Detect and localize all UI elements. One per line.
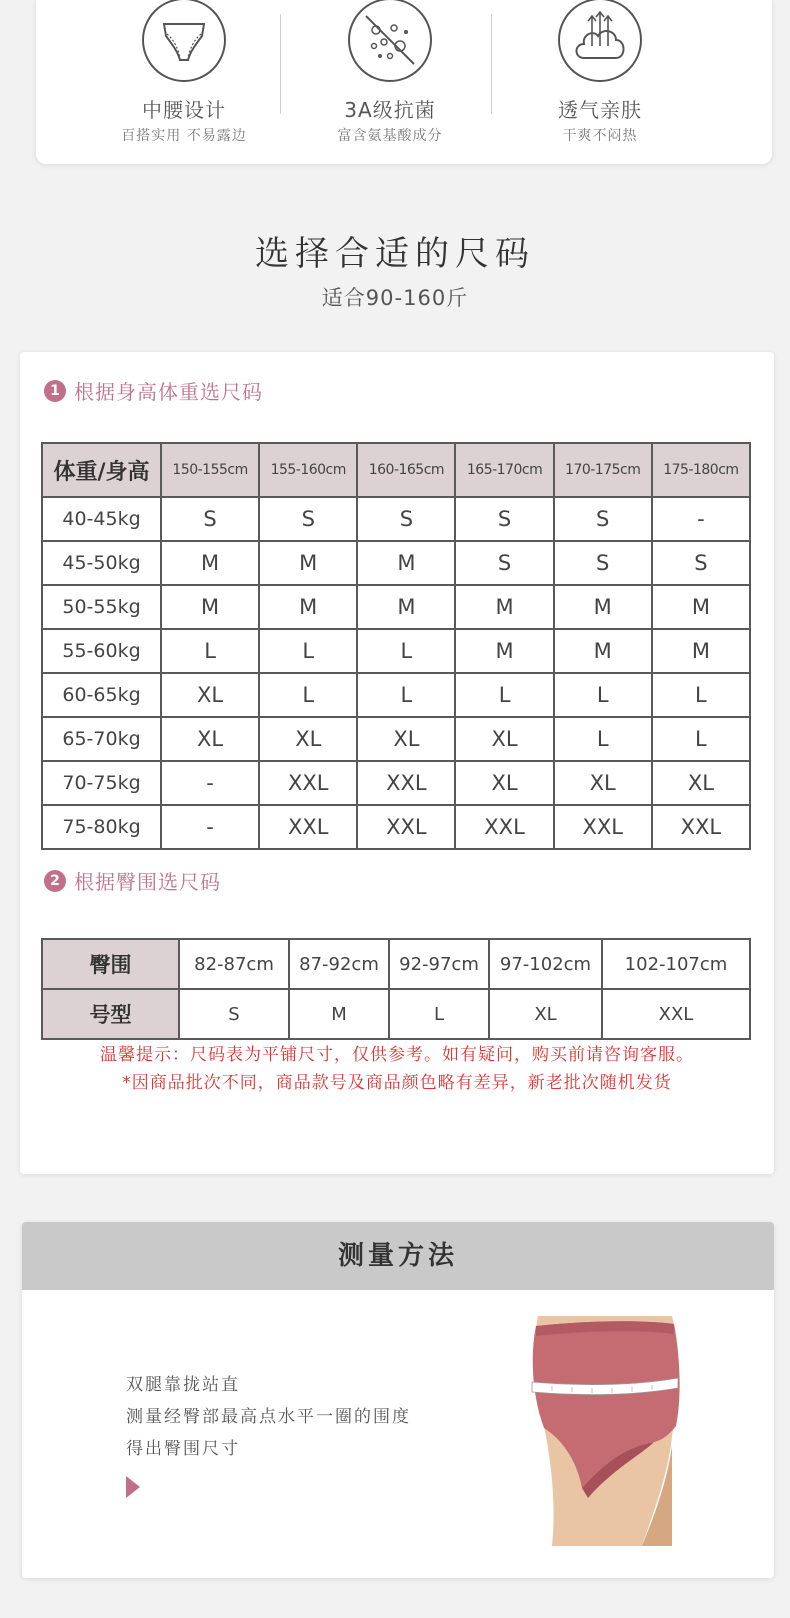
table-row xyxy=(42,541,750,585)
briefs-icon xyxy=(142,0,226,82)
size-cell: XL xyxy=(357,717,455,761)
table-row xyxy=(42,939,750,989)
table-row xyxy=(42,497,750,541)
size-cell: M xyxy=(161,585,259,629)
size-cell: M xyxy=(455,585,553,629)
table-row xyxy=(42,805,750,849)
step-2-heading xyxy=(44,866,221,895)
hip-cell: 82-87cm xyxy=(179,939,289,989)
size-row-header: 号型 xyxy=(42,989,179,1039)
measurement-title: 测量方法 xyxy=(22,1222,774,1290)
height-header: 170-175cm xyxy=(554,443,652,497)
step-title: 根据身高体重选尺码 xyxy=(74,380,263,404)
weight-cell: 45-50kg xyxy=(42,541,161,585)
size-cell: S xyxy=(652,541,750,585)
size-cell: M xyxy=(357,541,455,585)
height-header: 175-180cm xyxy=(652,443,750,497)
step-number: 1 xyxy=(44,380,66,402)
hip-measurement-illustration xyxy=(522,1316,722,1550)
size-cell: M xyxy=(259,541,357,585)
step-title: 根据臀围选尺码 xyxy=(74,870,221,894)
size-cell: S xyxy=(554,541,652,585)
hip-size-table xyxy=(41,938,751,1040)
feature-title: 3A级抗菌 xyxy=(344,98,436,122)
height-header: 150-155cm xyxy=(161,443,259,497)
feature-mid-waist xyxy=(84,0,284,145)
size-cell: XL xyxy=(455,717,553,761)
weight-cell: 70-75kg xyxy=(42,761,161,805)
size-cell: S xyxy=(554,497,652,541)
size-cell: XL xyxy=(652,761,750,805)
divider xyxy=(280,14,281,114)
size-cell: XXL xyxy=(455,805,553,849)
size-cell: L xyxy=(652,673,750,717)
size-cell: M xyxy=(259,585,357,629)
hip-cell: 102-107cm xyxy=(602,939,750,989)
size-cell: M xyxy=(357,585,455,629)
hip-cell: 97-102cm xyxy=(489,939,602,989)
size-cell: XXL xyxy=(259,761,357,805)
weight-cell: 65-70kg xyxy=(42,717,161,761)
size-cell: M xyxy=(554,629,652,673)
table-header-row xyxy=(42,443,750,497)
feature-subtitle: 干爽不闷热 xyxy=(562,128,638,144)
table-row xyxy=(42,989,750,1039)
size-cell: L xyxy=(554,673,652,717)
height-header: 155-160cm xyxy=(259,443,357,497)
size-cell: M xyxy=(161,541,259,585)
size-cell: L xyxy=(259,673,357,717)
feature-subtitle: 富含氨基酸成分 xyxy=(337,128,443,144)
height-weight-size-table xyxy=(41,442,751,850)
size-cell: S xyxy=(161,497,259,541)
size-cell: XXL xyxy=(357,805,455,849)
table-row xyxy=(42,761,750,805)
table-row xyxy=(42,717,750,761)
weight-cell: 40-45kg xyxy=(42,497,161,541)
feature-card xyxy=(36,0,772,164)
height-header: 165-170cm xyxy=(455,443,553,497)
size-cell: XL xyxy=(554,761,652,805)
step-1-heading xyxy=(44,376,263,405)
size-cell: XXL xyxy=(259,805,357,849)
measurement-step: 测量经臀部最高点水平一圈的围度 xyxy=(126,1407,411,1427)
size-cell: XL xyxy=(489,989,602,1039)
feature-subtitle: 百搭实用 不易露边 xyxy=(121,128,247,144)
section-title: 选择合适的尺码 xyxy=(255,234,535,274)
feature-title: 中腰设计 xyxy=(142,98,226,122)
breathable-cloud-icon xyxy=(558,0,642,82)
measurement-step: 得出臀围尺寸 xyxy=(126,1439,240,1459)
size-cell: L xyxy=(259,629,357,673)
weight-cell: 55-60kg xyxy=(42,629,161,673)
table-row xyxy=(42,629,750,673)
size-cell: M xyxy=(652,585,750,629)
measurement-card xyxy=(22,1222,774,1578)
size-cell: L xyxy=(357,629,455,673)
size-cell: L xyxy=(455,673,553,717)
size-notice: 温馨提示：尺码表为平铺尺寸，仅供参考。如有疑问，购买前请咨询客服。 xyxy=(100,1045,694,1065)
size-cell: M xyxy=(554,585,652,629)
table-row xyxy=(42,673,750,717)
feature-breathable xyxy=(500,0,700,145)
size-cell: XL xyxy=(455,761,553,805)
size-cell: S xyxy=(357,497,455,541)
size-cell: XL xyxy=(161,717,259,761)
size-cell: - xyxy=(652,497,750,541)
height-header: 160-165cm xyxy=(357,443,455,497)
size-cell: S xyxy=(179,989,289,1039)
feature-title: 透气亲肤 xyxy=(558,98,642,122)
size-cell: XXL xyxy=(602,989,750,1039)
size-cell: S xyxy=(259,497,357,541)
size-cell: L xyxy=(554,717,652,761)
batch-notice: *因商品批次不同，商品款号及商品颜色略有差异，新老批次随机发货 xyxy=(122,1073,672,1093)
size-cell: - xyxy=(161,805,259,849)
section-subtitle: 适合90-160斤 xyxy=(321,286,469,310)
size-cell: - xyxy=(161,761,259,805)
size-cell: XXL xyxy=(652,805,750,849)
size-chart-card xyxy=(20,352,774,1174)
table-row xyxy=(42,585,750,629)
play-arrow-icon xyxy=(126,1476,140,1498)
feature-antibacterial xyxy=(290,0,490,145)
size-cell: M xyxy=(289,989,389,1039)
hip-cell: 92-97cm xyxy=(389,939,489,989)
size-cell: L xyxy=(161,629,259,673)
hip-row-header: 臀围 xyxy=(42,939,179,989)
size-cell: XXL xyxy=(554,805,652,849)
table-corner: 体重/身高 xyxy=(42,443,161,497)
weight-cell: 60-65kg xyxy=(42,673,161,717)
hip-cell: 87-92cm xyxy=(289,939,389,989)
size-cell: L xyxy=(652,717,750,761)
step-number: 2 xyxy=(44,870,66,892)
size-cell: XL xyxy=(259,717,357,761)
size-cell: XL xyxy=(161,673,259,717)
size-cell: M xyxy=(652,629,750,673)
weight-cell: 50-55kg xyxy=(42,585,161,629)
size-cell: M xyxy=(455,629,553,673)
measurement-step: 双腿靠拢站直 xyxy=(126,1375,240,1395)
weight-cell: 75-80kg xyxy=(42,805,161,849)
divider xyxy=(491,14,492,114)
size-cell: S xyxy=(455,541,553,585)
antibacterial-icon xyxy=(348,0,432,82)
size-cell: XXL xyxy=(357,761,455,805)
size-cell: L xyxy=(389,989,489,1039)
size-cell: S xyxy=(455,497,553,541)
size-cell: L xyxy=(357,673,455,717)
